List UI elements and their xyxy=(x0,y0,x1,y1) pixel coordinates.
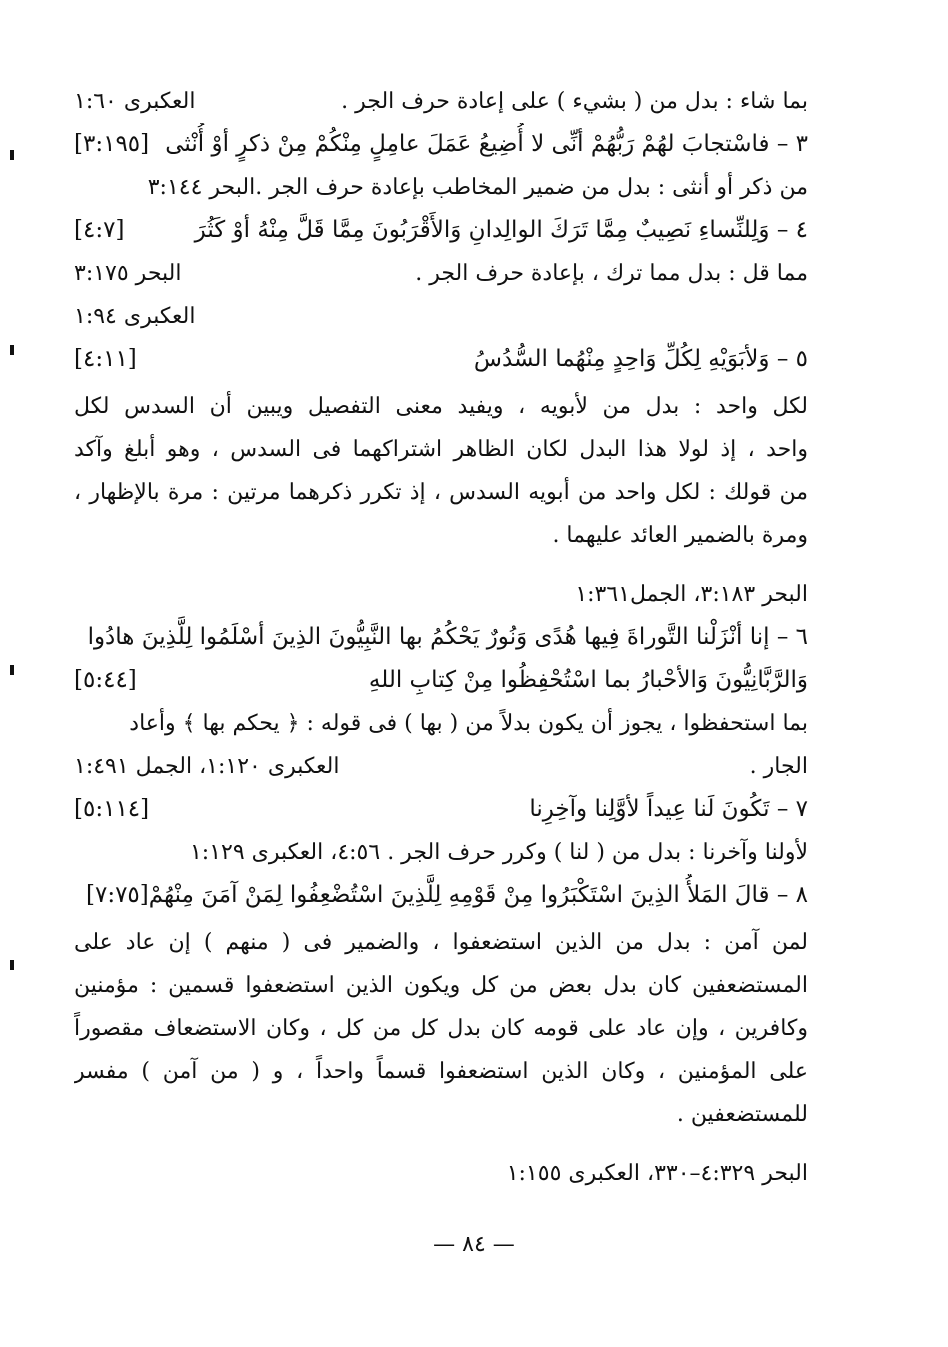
text-line xyxy=(74,831,808,874)
commentary-paragraph-2 xyxy=(74,921,808,1136)
margin-mark xyxy=(10,665,14,675)
line-reference: [٥:١١٤] xyxy=(74,796,150,822)
line-text: ٤ – وَلِلنِّساءِ نَصِيبٌ مِمَّا تَرَكَ الوالِدانِ وَالأَقْرَبُونَ مِمَّا قَلَّ مِنْهُ أوْ كَثُرَ xyxy=(194,217,808,243)
verse-line xyxy=(74,123,808,166)
line-text: بما شاء : بدل من ( بشيء ) على إعادة حرف الجر . xyxy=(341,89,808,114)
paragraph-line: للمستضعفين . xyxy=(676,1102,808,1127)
text-line xyxy=(74,252,808,295)
verse-line xyxy=(74,616,808,659)
paragraph-line: على المؤمنين ، وكان الذين استضعفوا قسماً واحداً ، و ( من آمن ) مفسر xyxy=(74,1059,808,1084)
paragraph-line: من قولك : لكل واحد من أبويه السدس ، إذ تكرر ذكرهما مرتين : مرة بالإظهار ، xyxy=(74,480,808,505)
line-reference: [٤:١١] xyxy=(74,346,137,372)
line-reference: [٥:٤٤] xyxy=(74,667,137,693)
line-text: لأولنا وآخرنا : بدل من ( لنا ) وكرر حرف الجر . ٤:٥٦، العكبرى ١:١٢٩ xyxy=(189,840,808,865)
line-reference: العكبرى ١:٦٠ xyxy=(74,89,196,114)
line-reference: البحر ٣:١٧٥ xyxy=(74,261,182,286)
line-text: البحر ٣:١٨٣، الجمل١:٣٦١ xyxy=(575,582,808,607)
paragraph-line: لكل واحد : بدل من لأبويه ، ويفيد معنى التفصيل ويبين أن السدس لكل xyxy=(74,394,808,419)
text-line xyxy=(74,745,808,788)
line-text: ٧ – تَكُونَ لَنا عِيداً لأوَّلِنا وآخِرِنا xyxy=(529,796,808,822)
entries-block-a xyxy=(74,80,808,381)
paragraph-line: واحد ، إذ لولا هذا البدل لكان الظاهر اشتراكهما فى السدس ، وهو أبلغ وآكد xyxy=(74,437,808,462)
reference-text: البحر ٤:٣٢٩–٣٣٠، العكبرى ١:١٥٥ xyxy=(506,1161,808,1186)
line-reference: العكبرى ١:١٢٠، الجمل ١:٤٩١ xyxy=(74,754,340,779)
line-text: بما استحفظوا ، يجوز أن يكون بدلاً من ( بها ) فى قوله : ﴿ يحكم بها ﴾ وأعاد xyxy=(129,711,808,736)
margin-mark xyxy=(10,960,14,970)
line-text: من ذكر أو أنثى : بدل من ضمير المخاطب بإعادة حرف الجر .البحر ٣:١٤٤ xyxy=(147,175,808,200)
text-line xyxy=(74,166,808,209)
page-body xyxy=(74,80,808,1195)
text-line xyxy=(74,80,808,123)
paragraph-line: لمن آمن : بدل من الذين استضعفوا ، والضمير فى ( منهم ) إن عاد على xyxy=(74,930,808,955)
line-reference: [٤:٧] xyxy=(74,217,125,243)
margin-mark xyxy=(10,150,14,160)
entries-block-b xyxy=(74,573,808,917)
page-number: — ٨٤ — xyxy=(433,1232,515,1257)
verse-line xyxy=(74,338,808,381)
line-text: مما قل : بدل مما ترك ، بإعادة حرف الجر . xyxy=(415,261,808,286)
verse-line xyxy=(74,659,808,702)
line-text: ٨ – قالَ المَلأُ الذِينَ اسْتَكْبَرُوا مِنْ قَوْمِهِ لِلَّذِينَ اسْتُضْعِفُوا لِمَنْ آمَنَ مِنْهُمْ[٧:٧٥] xyxy=(85,882,808,908)
verse-line xyxy=(74,874,808,917)
text-line xyxy=(74,295,808,338)
reference-final xyxy=(74,1152,808,1195)
line-text: ٦ – إنا أنْزَلْنا التَّوراةَ فِيها هُدًى وَنُورٌ يَحْكُمُ بها النَّبِيُّونَ الذِينَ أسْلَمُوا لِلَّذِينَ هادُوا xyxy=(87,624,808,650)
line-text: وَالرَّبَّانِيُّونَ وَالأحْبارُ بما اسْتُحْفِظُوا مِنْ كِتابِ اللهِ xyxy=(368,667,808,693)
line-text: ٣ – فاسْتجابَ لهُمْ رَبُّهُمْ أنِّى لا أُضِيعُ عَمَلَ عامِلٍ مِنْكُمْ مِنْ ذكرٍ أوْ أُنْثى xyxy=(165,131,808,157)
verse-line xyxy=(74,209,808,252)
commentary-paragraph-1 xyxy=(74,385,808,557)
line-reference: [٣:١٩٥] xyxy=(74,131,150,157)
margin-mark xyxy=(10,345,14,355)
line-text: الجار . xyxy=(749,754,808,779)
paragraph-line: وكافرين ، وإن عاد على قومه كان بدل كل من كل ، وكان الاستضعاف مقصوراً xyxy=(74,1016,808,1041)
line-reference: العكبرى ١:٩٤ xyxy=(74,304,196,329)
paragraph-line: ومرة بالضمير العائد عليهما . xyxy=(552,523,808,548)
line-text: ٥ – وَلأبَوَيْهِ لِكُلِّ وَاحِدٍ مِنْهُما السُّدُسُ xyxy=(473,346,808,372)
text-line xyxy=(74,702,808,745)
paragraph-line: المستضعفين كان بدل بعض من كل ويكون الذين استضعفوا قسمين : مؤمنين xyxy=(74,973,808,998)
verse-line xyxy=(74,788,808,831)
text-line xyxy=(74,573,808,616)
